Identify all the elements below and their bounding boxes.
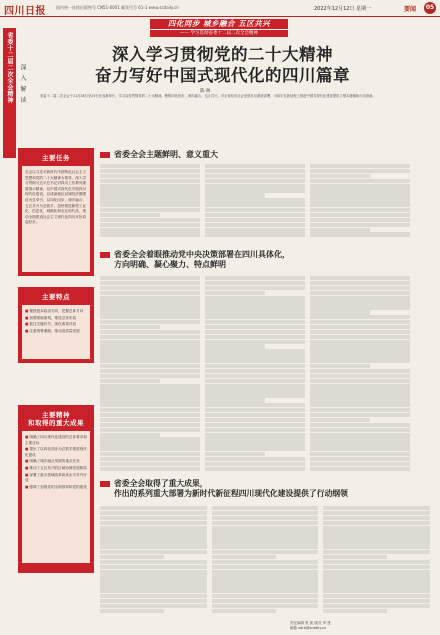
result-item: ■ 部署了重点领域改革和高水平对外开放	[25, 473, 87, 484]
text-line	[100, 281, 200, 285]
text-line	[310, 213, 410, 217]
text-line	[323, 545, 430, 549]
text-line	[100, 462, 200, 466]
text-line	[100, 447, 200, 451]
text-line	[205, 369, 305, 373]
text-line	[310, 379, 410, 383]
article-headline	[40, 44, 405, 86]
text-line	[310, 291, 410, 295]
text-line	[205, 330, 305, 334]
text-line	[323, 584, 430, 588]
result-item: ■ 提出了以四化同步为总抓手推进现代化建设	[25, 447, 87, 458]
section-marker	[100, 481, 110, 487]
text-line	[100, 340, 200, 344]
topic-banner: 四化同步 城乡融合 五区共兴	[150, 19, 288, 29]
text-line	[205, 408, 305, 412]
text-line	[100, 188, 200, 192]
text-line	[212, 570, 319, 574]
text-line	[205, 393, 305, 397]
result-item: ■ 推动了五区共兴的区域协调发展格局	[25, 466, 87, 472]
text-line	[323, 565, 430, 569]
issue-date: 2022年12月12日 星期一	[314, 6, 372, 12]
text-line	[310, 393, 410, 397]
text-line	[310, 198, 410, 202]
text-line	[310, 413, 410, 417]
text-line	[310, 418, 370, 422]
text-line	[310, 433, 410, 437]
main-tasks-body	[22, 166, 90, 272]
text-line	[205, 213, 305, 217]
feature-item: ■ 聚焦根本政治方向，把握总体方向	[25, 309, 87, 315]
text-line	[310, 457, 410, 461]
main-results-title: 主要精神 和取得的重大成果	[28, 411, 84, 427]
result-item: ■ 强调了加强党的全面领导和党的建设	[25, 485, 87, 491]
text-line	[323, 535, 430, 539]
text-line	[310, 447, 410, 451]
text-line	[205, 208, 305, 212]
side-ribbon	[3, 28, 16, 158]
text-line	[100, 359, 200, 363]
main-tasks-box	[18, 148, 94, 276]
text-line	[100, 594, 207, 598]
text-line	[100, 570, 207, 574]
text-line	[212, 516, 319, 520]
text-line	[100, 388, 200, 392]
text-line	[310, 232, 410, 236]
text-line	[310, 305, 410, 309]
text-line	[100, 379, 160, 383]
text-line	[310, 286, 410, 290]
text-line	[100, 310, 200, 314]
text-line	[212, 560, 319, 564]
text-line	[100, 506, 207, 510]
text-line	[205, 437, 305, 441]
text-line	[310, 354, 410, 358]
section-1-title-text	[114, 150, 218, 160]
text-line	[100, 208, 200, 212]
text-line	[100, 403, 200, 407]
text-line	[205, 276, 305, 280]
text-line	[100, 305, 200, 309]
text-line	[100, 604, 207, 608]
text-line	[100, 574, 207, 578]
text-line	[323, 521, 430, 525]
text-line	[310, 428, 410, 432]
text-line	[100, 516, 207, 520]
text-line	[100, 437, 200, 441]
text-line	[100, 393, 200, 397]
text-line	[100, 315, 200, 319]
text-line	[100, 325, 160, 329]
text-line	[212, 521, 319, 525]
text-line	[100, 530, 207, 534]
section-2-title	[100, 250, 410, 269]
text-line	[212, 594, 319, 598]
masthead-bar	[0, 0, 440, 17]
newspaper-logo: 四川日报	[4, 6, 46, 17]
text-line	[310, 315, 410, 319]
text-line	[310, 467, 410, 471]
text-line	[323, 530, 430, 534]
text-line	[310, 330, 410, 334]
main-results-box	[18, 405, 94, 573]
headline-line-2: 奋力写好中国式现代化的四川篇章	[95, 66, 350, 85]
text-line	[323, 570, 430, 574]
text-line	[205, 423, 305, 427]
article-lead: 省委十二届二次全会于11月28日至29日在成都举行，学习宣传贯彻党的二十大精神，聚焦四化同步、城乡融合、五区共兴，对全省经济社会发展作出系统部署，为四川在新征程上推进中国式现代化建设提供了根本遵循和行动指南。	[40, 94, 376, 98]
text-line	[205, 203, 305, 207]
text-line	[100, 232, 200, 236]
text-line	[100, 418, 200, 422]
text-line	[310, 462, 410, 466]
text-line	[205, 467, 305, 471]
text-line	[205, 286, 305, 290]
text-line	[100, 526, 207, 530]
text-line	[212, 574, 319, 578]
text-line	[310, 281, 410, 285]
text-line	[310, 223, 410, 227]
page-footer	[290, 621, 331, 631]
text-line	[323, 589, 430, 593]
text-line	[100, 164, 200, 168]
text-line	[205, 296, 305, 300]
text-line	[205, 433, 305, 437]
text-line	[100, 174, 200, 178]
text-line	[205, 364, 305, 368]
text-line	[205, 198, 305, 202]
section-3-title	[100, 479, 430, 498]
text-line	[100, 184, 200, 188]
headline-line-1: 深入学习贯彻党的二十大精神	[112, 45, 333, 64]
section-marker	[100, 252, 110, 258]
section-marker	[100, 152, 110, 158]
text-line	[100, 589, 207, 593]
text-line	[310, 403, 410, 407]
text-line	[205, 310, 305, 314]
text-line	[100, 203, 200, 207]
text-line	[100, 335, 200, 339]
section-3-body	[100, 506, 430, 618]
section-1-title-line: 省委全会主题鲜明、意义重大	[114, 150, 218, 159]
text-line	[212, 579, 319, 583]
text-line	[212, 535, 319, 539]
text-line	[100, 364, 200, 368]
text-line	[310, 335, 410, 339]
main-results-list	[22, 431, 90, 563]
text-line	[100, 291, 200, 295]
main-tasks-text: 全会以习近平新时代中国特色社会主义思想和党的二十大精神为指导，深入学习贯彻习近平总书记对四川工作系列重要指示精神，以中国式现代化引领四川现代化建设，以成渝地区双城经济圈建设为总牵引，以四化同步、城乡融合、五区共兴为总抓手，加快推进新型工业化、信息化、城镇化和农业现代化，推动全面建设社会主义现代化四川开好局起好步。	[25, 170, 87, 225]
text-line	[100, 565, 207, 569]
text-line	[205, 413, 305, 417]
text-line	[205, 340, 305, 344]
text-line	[100, 599, 207, 603]
text-line	[310, 344, 410, 348]
text-line	[100, 428, 200, 432]
text-line	[205, 193, 265, 197]
result-item: ■ 明确了城乡融合发展的重点任务	[25, 459, 87, 465]
text-line	[212, 540, 319, 544]
text-line	[100, 423, 200, 427]
text-line	[310, 374, 410, 378]
text-line	[310, 300, 410, 304]
text-line	[310, 203, 410, 207]
text-line	[205, 291, 265, 295]
section-1-body	[100, 164, 410, 240]
text-line	[100, 550, 207, 554]
text-line	[310, 208, 410, 212]
text-line	[100, 369, 200, 373]
text-line	[100, 228, 200, 232]
text-line	[100, 442, 200, 446]
text-line	[100, 555, 164, 559]
text-line	[205, 452, 265, 456]
text-line	[310, 442, 410, 446]
text-line	[205, 305, 305, 309]
text-line	[100, 433, 160, 437]
text-line	[323, 574, 430, 578]
text-line	[100, 452, 200, 456]
text-line	[310, 388, 410, 392]
text-line	[323, 550, 430, 554]
text-line	[310, 340, 410, 344]
text-line	[100, 349, 200, 353]
main-features-list	[22, 305, 90, 359]
text-line	[310, 193, 410, 197]
text-line	[100, 374, 200, 378]
text-line	[310, 437, 410, 441]
text-line	[310, 359, 410, 363]
text-line	[205, 447, 305, 451]
text-line	[212, 589, 319, 593]
section-3-text-block	[100, 506, 318, 613]
text-line	[100, 467, 200, 471]
text-line	[212, 506, 319, 510]
text-line	[100, 344, 200, 348]
text-line	[100, 545, 207, 549]
text-line	[100, 300, 200, 304]
text-line	[100, 193, 200, 197]
text-line	[212, 604, 319, 608]
text-line	[100, 457, 200, 461]
text-line	[310, 179, 410, 183]
masthead-info: 国内统一连续出版物号 CN51-0001 邮发代号 61-1 www.scdaily.cn	[56, 5, 179, 10]
footer-editor: 责任编辑 张 凯 版式 李 建	[290, 621, 331, 625]
text-line	[310, 320, 410, 324]
text-line	[310, 452, 410, 456]
text-line	[205, 359, 305, 363]
text-line	[323, 506, 430, 510]
side-ribbon-text: 省委十二届二次全会精神	[6, 32, 13, 104]
text-line	[323, 560, 430, 564]
text-line	[100, 609, 164, 613]
text-line	[205, 374, 305, 378]
text-line	[205, 184, 305, 188]
text-line	[100, 584, 207, 588]
text-line	[205, 403, 305, 407]
text-line	[205, 232, 305, 236]
text-line	[205, 349, 305, 353]
section-2-text-block	[100, 276, 305, 471]
text-line	[100, 535, 207, 539]
text-line	[212, 545, 319, 549]
text-line	[205, 379, 305, 383]
text-line	[100, 218, 200, 222]
text-line	[323, 599, 430, 603]
text-line	[100, 213, 160, 217]
feature-item: ■ 抓住关键环节，深化改革开放	[25, 322, 87, 328]
text-line	[100, 413, 200, 417]
text-line	[100, 579, 207, 583]
feature-item: ■ 加强系统谋划，推进总体布局	[25, 316, 87, 322]
text-line	[323, 516, 430, 520]
text-line	[310, 408, 410, 412]
text-line	[212, 565, 319, 569]
text-line	[100, 276, 200, 280]
text-line	[323, 511, 430, 515]
text-line	[100, 320, 200, 324]
text-line	[323, 604, 430, 608]
section-3-title-text	[114, 479, 348, 498]
text-line	[100, 384, 200, 388]
text-line	[205, 315, 305, 319]
text-line	[205, 281, 305, 285]
text-line	[205, 325, 305, 329]
text-line	[205, 179, 305, 183]
section-3-title-line: 省委全会取得了重大成果，	[114, 479, 208, 488]
text-line	[205, 388, 305, 392]
text-line	[212, 526, 319, 530]
text-line	[310, 296, 410, 300]
main-features-title: 主要特点	[42, 293, 70, 301]
text-line	[100, 398, 200, 402]
text-line	[100, 169, 200, 173]
text-line	[212, 584, 319, 588]
section-2-title-line: 方向明确、凝心聚力、特点鲜明	[114, 259, 226, 269]
text-line	[100, 511, 207, 515]
text-line	[323, 526, 430, 530]
text-line	[310, 423, 410, 427]
text-line	[100, 521, 207, 525]
text-line	[310, 184, 410, 188]
text-line	[212, 555, 276, 559]
text-line	[310, 364, 370, 368]
text-line	[205, 228, 305, 232]
section-2-body	[100, 276, 410, 472]
text-line	[205, 344, 265, 348]
text-line	[310, 228, 370, 232]
topic-banner-subtitle: —— 学习贯彻省委十二届二次全会精神	[150, 30, 288, 37]
section-2-title-line: 省委全会着眼推动党中央决策部署在四川具体化，	[114, 250, 290, 259]
section-3-title-line: 作出的系列重大部署为新时代新征程四川现代化建设提供了行动纲领	[114, 488, 348, 498]
text-line	[205, 457, 305, 461]
text-line	[205, 174, 305, 178]
text-line	[212, 550, 319, 554]
footer-contact: 邮箱 sdrb@scdaily.cn	[290, 626, 327, 630]
text-line	[212, 530, 319, 534]
text-line	[205, 428, 305, 432]
text-line	[100, 408, 200, 412]
section-name: 要闻	[404, 6, 417, 13]
text-line	[310, 384, 410, 388]
text-line	[100, 179, 200, 183]
feature-item: ■ 注重统筹兼顾，推动高质量发展	[25, 329, 87, 335]
text-line	[100, 560, 207, 564]
main-tasks-title: 主要任务	[42, 154, 70, 162]
page-number-badge: 05	[424, 2, 436, 14]
text-line	[205, 218, 305, 222]
text-line	[100, 540, 207, 544]
main-features-box	[18, 287, 94, 363]
text-line	[310, 188, 410, 192]
text-line	[310, 369, 410, 373]
text-line	[323, 540, 430, 544]
text-line	[205, 418, 305, 422]
text-line	[205, 354, 305, 358]
text-line	[310, 310, 370, 314]
text-line	[323, 609, 387, 613]
text-line	[310, 169, 410, 173]
text-line	[205, 335, 305, 339]
text-line	[100, 296, 200, 300]
text-line	[310, 174, 370, 178]
text-line	[310, 276, 410, 280]
side-label: 深 入 解 读	[19, 64, 26, 105]
text-line	[212, 511, 319, 515]
text-line	[310, 349, 410, 353]
text-line	[205, 384, 305, 388]
result-item: ■ 明确了四川现代化建设的总体要求和主要目标	[25, 435, 87, 446]
text-line	[323, 555, 387, 559]
text-line	[205, 442, 305, 446]
text-line	[310, 164, 410, 168]
text-line	[100, 330, 200, 334]
text-line	[205, 398, 265, 402]
section-1-title	[100, 150, 290, 160]
text-line	[100, 198, 200, 202]
text-line	[310, 218, 410, 222]
text-line	[205, 462, 305, 466]
text-line	[100, 354, 200, 358]
text-line	[212, 609, 276, 613]
text-line	[205, 300, 305, 304]
text-line	[205, 320, 305, 324]
text-line	[212, 599, 319, 603]
text-line	[310, 398, 410, 402]
text-line	[323, 579, 430, 583]
article-author: 陈 林	[200, 89, 211, 94]
section-2-title-text	[114, 250, 290, 269]
text-line	[205, 169, 305, 173]
text-line	[205, 164, 305, 168]
text-line	[205, 188, 305, 192]
text-line	[205, 223, 305, 227]
text-line	[310, 325, 410, 329]
section-1-text-block	[100, 164, 305, 237]
text-line	[323, 594, 430, 598]
text-line	[100, 223, 200, 227]
text-line	[100, 286, 200, 290]
